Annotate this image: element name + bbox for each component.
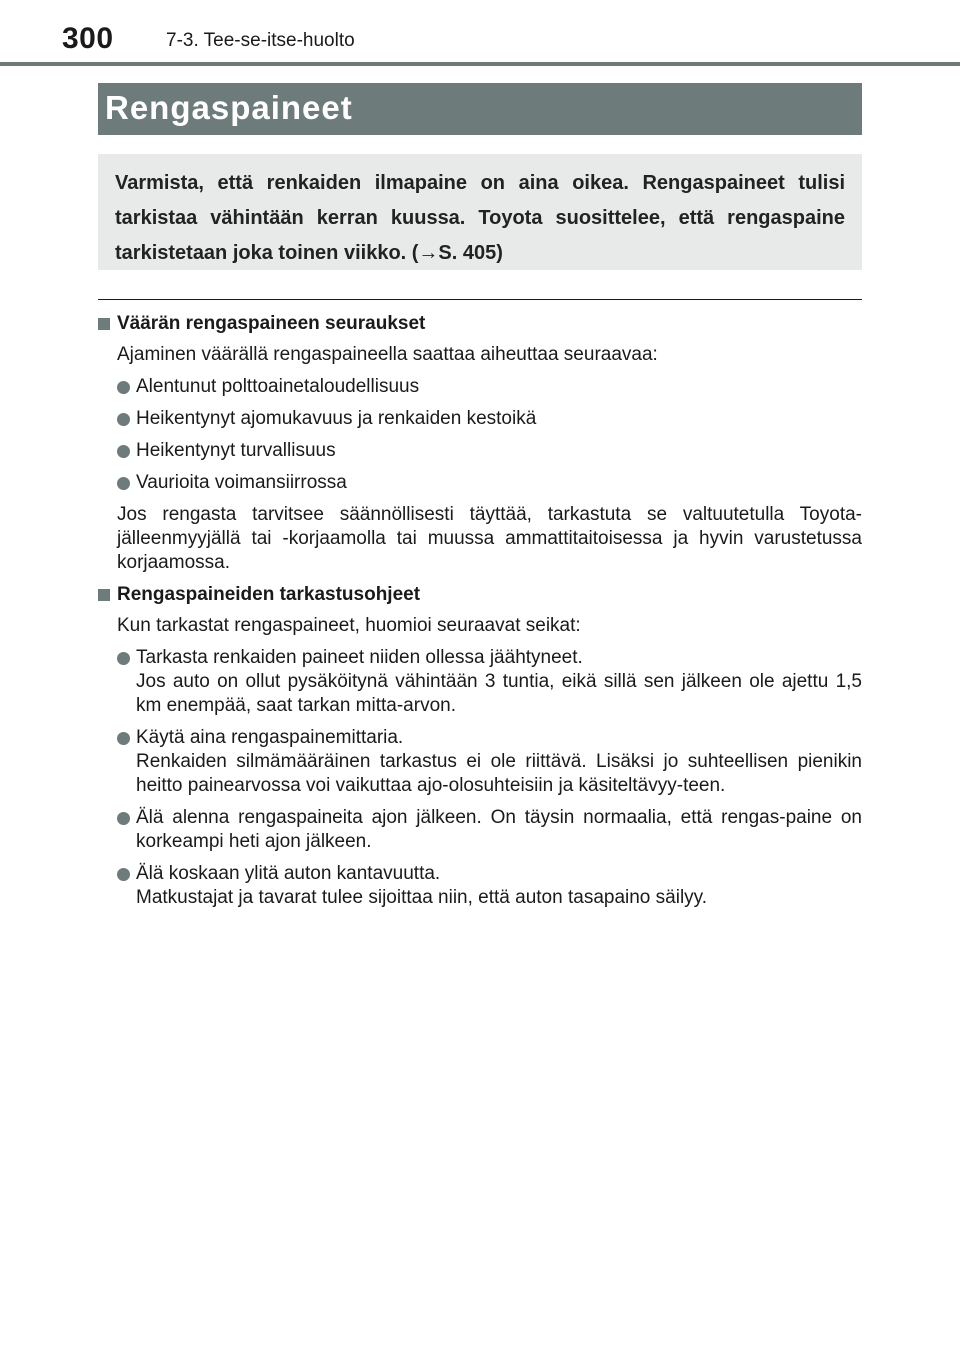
list-item [98, 862, 862, 910]
main-content [98, 312, 862, 918]
list-item-text: Vaurioita voimansiirrossa [136, 472, 347, 493]
square-bullet-icon [98, 589, 110, 601]
circle-bullet-icon [117, 413, 130, 426]
list-item-text: Heikentynyt turvallisuus [136, 440, 336, 461]
section-heading-check-instructions [98, 583, 862, 607]
list-item-title: Älä alenna rengaspaineita ajon jälkeen. On täysin normaalia, että rengas-paine on korkeampi heti ajon jälkeen. [136, 807, 862, 852]
section-heading-text: Väärän rengaspaineen seuraukset [117, 313, 426, 334]
circle-bullet-icon [117, 868, 130, 881]
page-header [0, 0, 960, 68]
list-item [98, 646, 862, 718]
circle-bullet-icon [117, 477, 130, 490]
list-item [98, 806, 862, 854]
page-title: Rengaspaineet [105, 89, 353, 126]
intro-text: Varmista, että renkaiden ilmapaine on aina oikea. Rengaspaineet tulisi tarkistaa vähintään kerran kuussa. Toyota suosittelee, että rengaspaine tarkistetaan joka toinen viikko. (→S. 405) [115, 172, 845, 264]
list-item-title: Tarkasta renkaiden paineet niiden ollessa jäähtyneet. [136, 647, 583, 668]
list-item-title: Älä koskaan ylitä auton kantavuutta. [136, 863, 441, 884]
section-heading-text: Rengaspaineiden tarkastusohjeet [117, 584, 421, 605]
list-item-detail: Renkaiden silmämääräinen tarkastus ei ole riittävä. Lisäksi jo suhteellisen pienikin heitto painearvossa voi vaikuttaa ajo-olosuhteisiin ja käsiteltävyy-teen. [136, 751, 862, 796]
list-item [98, 375, 862, 399]
content-divider [98, 299, 862, 300]
intro-box [98, 154, 862, 270]
circle-bullet-icon [117, 445, 130, 458]
section-lead-text: Kun tarkastat rengaspaineet, huomioi seuraavat seikat: [117, 615, 581, 636]
section-label: 7-3. Tee-se-itse-huolto [166, 30, 355, 51]
list-item-text: Heikentynyt ajomukavuus ja renkaiden kestoikä [136, 408, 537, 429]
list-item-title: Käytä aina rengaspainemittaria. [136, 727, 404, 748]
header-divider [0, 62, 960, 66]
list-item-detail: Jos auto on ollut pysäköitynä vähintään 3 tuntia, eikä sillä sen jälkeen ole ajettu 1,5 km enempää, saat tarkan mitta-arvon. [136, 671, 862, 716]
circle-bullet-icon [117, 812, 130, 825]
section-lead-text: Ajaminen väärällä rengaspaineella saattaa aiheuttaa seuraavaa: [117, 344, 658, 365]
list-item [98, 471, 862, 495]
title-bar [98, 83, 862, 135]
list-item [98, 407, 862, 431]
square-bullet-icon [98, 318, 110, 330]
circle-bullet-icon [117, 381, 130, 394]
list-item-detail: Matkustajat ja tavarat tulee sijoittaa niin, että auton tasapaino säilyy. [136, 887, 708, 908]
list-item [98, 439, 862, 463]
circle-bullet-icon [117, 732, 130, 745]
list-item [98, 726, 862, 798]
section-closing-text: Jos rengasta tarvitsee säännöllisesti täyttää, tarkastuta se valtuutetulla Toyota-jälleenmyyjällä tai -korjaamolla tai muussa ammattitaitoisessa ja hyvin varustetussa korjaamossa. [117, 504, 862, 573]
circle-bullet-icon [117, 652, 130, 665]
page-number: 300 [62, 22, 114, 55]
section-heading-consequences [98, 312, 862, 336]
list-item-text: Alentunut polttoainetaloudellisuus [136, 376, 420, 397]
